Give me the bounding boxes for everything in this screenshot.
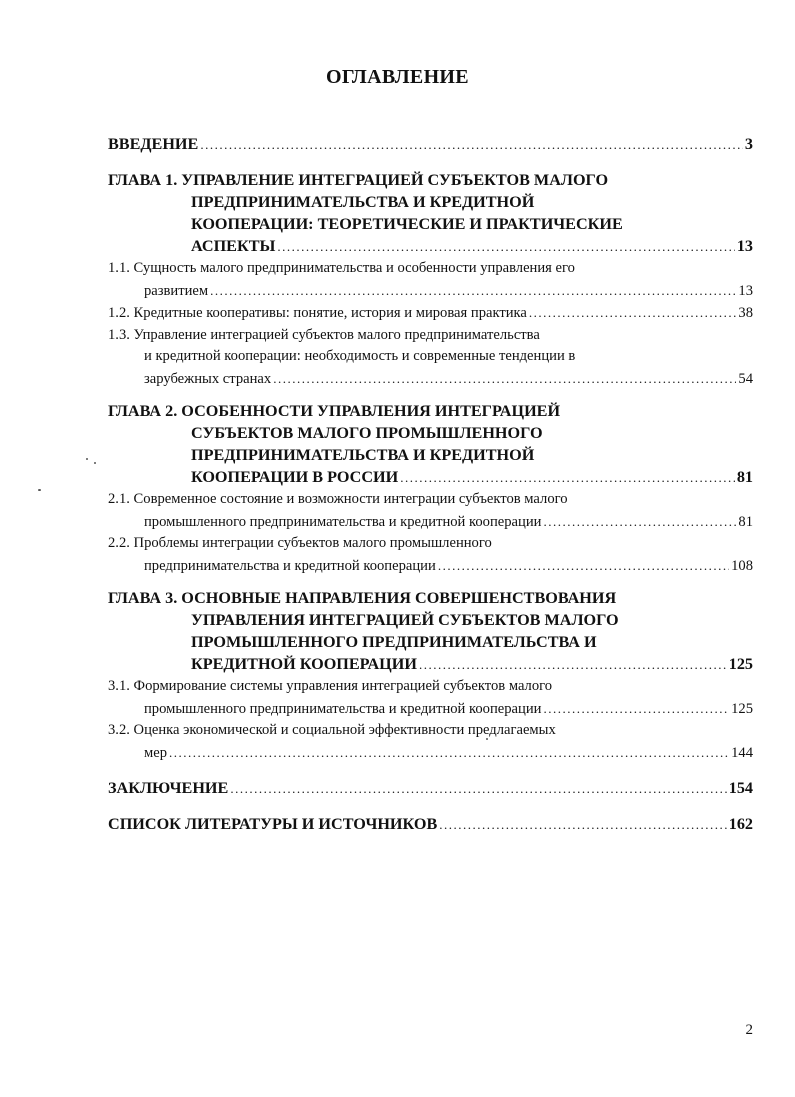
toc-page-number: 13 [738,282,753,299]
toc-section-line: 3.1. Формирование системы управления интеграцией субъектов малого [108,678,553,694]
toc-section-line: 1.2. Кредитные кооперативы: понятие, история и мировая практика [108,305,527,321]
toc-section-line: развитием [144,282,209,299]
toc-entry-section-3-1[interactable] [108,676,753,720]
toc-section-line: мер [144,744,168,761]
toc-section-line: промышленного предпринимательства и кредитной кооперации [144,513,542,530]
toc-heading-line: УПРАВЛЕНИЯ ИНТЕГРАЦИЕЙ СУБЪЕКТОВ МАЛОГО [191,611,619,629]
scan-speck [38,489,41,491]
toc-entry-references[interactable] [108,813,753,836]
table-of-contents [108,133,753,836]
toc-entry-section-1-3[interactable] [108,325,753,391]
dot-leader [438,555,729,577]
toc-heading-line: ПРОМЫШЛЕННОГО ПРЕДПРИНИМАТЕЛЬСТВА И [191,633,597,651]
toc-heading-line: ПРЕДПРИНИМАТЕЛЬСТВА И КРЕДИТНОЙ [191,193,535,211]
toc-entry-chapter-1[interactable] [108,169,753,258]
toc-entry-conclusion[interactable] [108,777,753,800]
page-title: ОГЛАВЛЕНИЕ [326,66,469,88]
toc-heading-line: КООПЕРАЦИИ: ТЕОРЕТИЧЕСКИЕ И ПРАКТИЧЕСКИЕ [191,215,623,233]
toc-entry-introduction[interactable] [108,133,753,156]
toc-heading-line: АСПЕКТЫ [191,237,276,255]
toc-page-number: 81 [736,468,753,486]
toc-heading-line: КООПЕРАЦИИ В РОССИИ [191,468,399,486]
dot-leader [230,778,726,800]
dot-leader [439,814,726,836]
page-number: 2 [745,1022,753,1038]
dot-leader [277,236,734,258]
toc-page-number: 125 [728,655,753,673]
toc-page-number: 162 [728,815,753,833]
dot-leader [419,654,727,676]
toc-page-number: 108 [731,557,753,574]
toc-section-line: промышленного предпринимательства и кредитной кооперации [144,700,542,717]
toc-section-line: зарубежных странах [144,370,272,387]
dot-leader [200,134,743,156]
toc-section-line: 2.2. Проблемы интеграции субъектов малого промышленного [108,535,492,551]
dot-leader [210,280,736,302]
toc-section-line: 2.1. Современное состояние и возможности интеграции субъектов малого [108,491,568,507]
dot-leader [169,742,729,764]
toc-page-number: 3 [744,135,753,153]
toc-entry-section-1-2[interactable] [108,302,753,325]
scan-speck [86,458,88,460]
toc-page-number: 154 [728,779,753,797]
toc-heading-line: ГЛАВА 2. ОСОБЕННОСТИ УПРАВЛЕНИЯ ИНТЕГРАЦИЕЙ [108,402,561,420]
toc-entry-chapter-3[interactable] [108,587,753,676]
toc-section-line: 1.1. Сущность малого предпринимательства и особенности управления его [108,260,575,276]
toc-entry-section-1-1[interactable] [108,258,753,302]
toc-page-number: 38 [738,305,753,321]
dot-leader [400,467,735,489]
toc-entry-section-2-2[interactable] [108,533,753,577]
toc-page-number: 144 [731,744,753,761]
toc-section-line: предпринимательства и кредитной кооперации [144,557,436,574]
toc-entry-label: СПИСОК ЛИТЕРАТУРЫ И ИСТОЧНИКОВ [108,815,438,833]
dot-leader [529,302,737,324]
toc-page-number: 125 [731,700,753,717]
dot-leader [543,698,729,720]
toc-heading-line: ПРЕДПРИНИМАТЕЛЬСТВА И КРЕДИТНОЙ [191,446,535,464]
toc-entry-chapter-2[interactable] [108,400,753,489]
scan-speck [94,462,96,464]
toc-section-line: и кредитной кооперации: необходимость и современные тенденции в [144,348,576,364]
dot-leader [273,368,736,390]
toc-page-number: 54 [738,370,753,387]
toc-section-line: 3.2. Оценка экономической и социальной эффективности предлагаемых [108,722,556,738]
toc-page-number: 81 [738,513,753,530]
toc-entry-label: ВВЕДЕНИЕ [108,135,199,153]
scan-speck [486,738,488,740]
toc-section-line: 1.3. Управление интеграцией субъектов малого предпринимательства [108,326,540,343]
toc-entry-section-2-1[interactable] [108,489,753,533]
toc-heading-line: ГЛАВА 3. ОСНОВНЫЕ НАПРАВЛЕНИЯ СОВЕРШЕНСТВОВАНИЯ [108,589,617,607]
toc-entry-label: ЗАКЛЮЧЕНИЕ [108,779,229,797]
toc-page-number: 13 [736,237,753,255]
toc-heading-line: КРЕДИТНОЙ КООПЕРАЦИИ [191,655,417,673]
toc-heading-line: СУБЪЕКТОВ МАЛОГО ПРОМЫШЛЕННОГО [191,424,543,442]
toc-entry-section-3-2[interactable] [108,720,753,764]
dot-leader [543,511,736,533]
toc-heading-line: ГЛАВА 1. УПРАВЛЕНИЕ ИНТЕГРАЦИЕЙ СУБЪЕКТОВ МАЛОГО [108,171,609,189]
